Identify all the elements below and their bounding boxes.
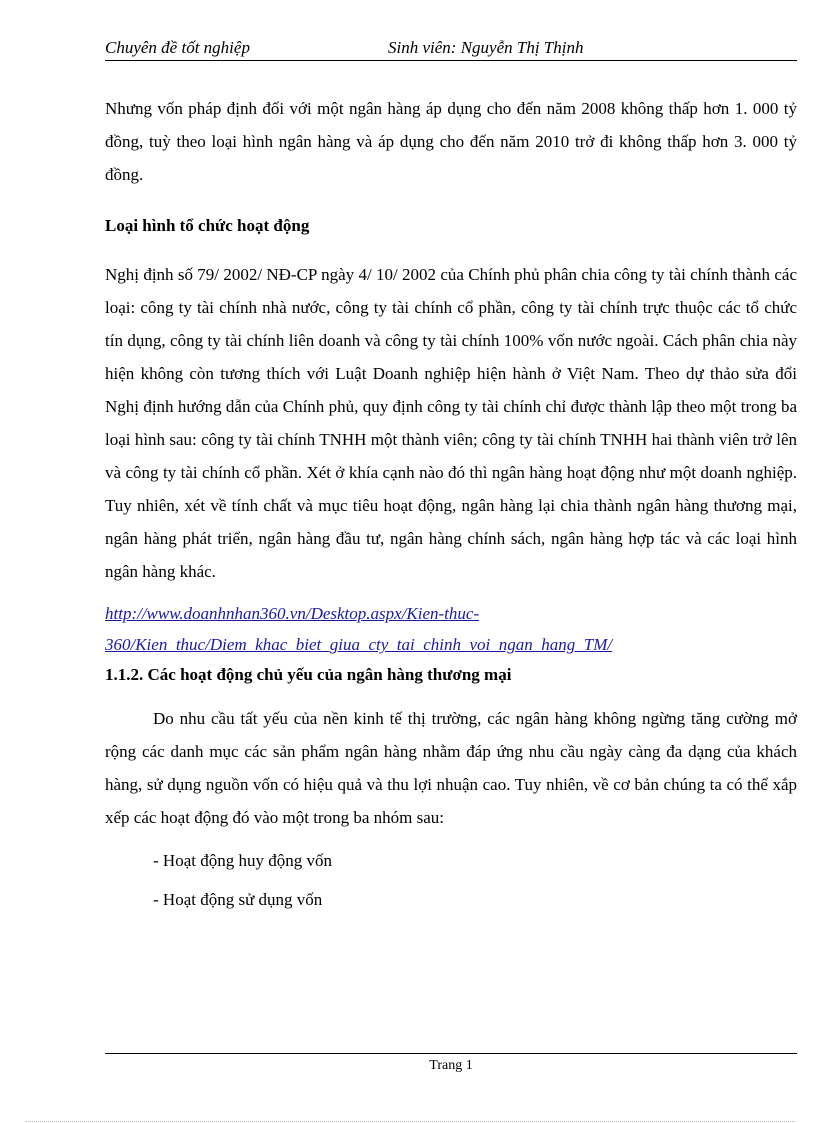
source-link-line-1[interactable]: http://www.doanhnhan360.vn/Desktop.aspx/Kien-thuc- [105, 604, 480, 623]
page-edge [25, 1121, 795, 1122]
source-link[interactable] [105, 598, 797, 660]
page-header [105, 38, 797, 61]
section-heading-organization-types: Loại hình tổ chức hoạt động [105, 216, 310, 235]
header-author: Sinh viên: Nguyễn Thị Thịnh [388, 38, 584, 57]
list-item: - Hoạt động huy động vốn [153, 851, 332, 870]
source-link-line-2[interactable]: 360/Kien_thuc/Diem_khac_biet_giua_cty_tai_chinh_voi_ngan_hang_TM/ [105, 635, 613, 654]
paragraph-main-activities: Do nhu cầu tất yếu của nền kinh tế thị trường, các ngân hàng không ngừng tăng cường mở rộng các danh mục các sản phẩm ngân hàng nhằm đáp ứng nhu cầu ngày càng đa dạng của khách hàng, sử dụng nguồn vốn có hiệu quả và thu lợi nhuận cao. Tuy nhiên, về cơ bản chúng ta có thể xắp xếp các hoạt động đó vào một trong ba nhóm sau: [105, 709, 797, 827]
page-number: Trang 1 [429, 1058, 473, 1073]
document-body [105, 92, 797, 922]
footer-divider [105, 1053, 797, 1054]
paragraph-capital: Nhưng vốn pháp định đối với một ngân hàng áp dụng cho đến năm 2008 không thấp hơn 1. 000 tỷ đồng, tuỳ theo loại hình ngân hàng và áp dụng cho đến năm 2010 trở đi không thấp hơn 3. 000 tỷ đồng. [105, 99, 797, 184]
list-item: - Hoạt động sử dụng vốn [153, 890, 323, 909]
paragraph-organization-types: Nghị định số 79/ 2002/ NĐ-CP ngày 4/ 10/ 2002 của Chính phủ phân chia công ty tài chính thành các loại: công ty tài chính nhà nước, công ty tài chính cổ phần, công ty tài chính trực thuộc các tổ chức tín dụng, công ty tài chính liên doanh và công ty tài chính 100% vốn nước ngoài. Cách phân chia này hiện không còn tương thích với Luật Doanh nghiệp hiện hành ở Việt Nam. Theo dự thảo sửa đổi Nghị định hướng dẫn của Chính phủ, quy định công ty tài chính chỉ được thành lập theo một trong ba loại hình sau: công ty tài chính TNHH một thành viên; công ty tài chính TNHH hai thành viên trở lên và công ty tài chính cổ phần. Xét ở khía cạnh nào đó thì ngân hàng hoạt động như một doanh nghiệp. Tuy nhiên, xét về tính chất và mục tiêu hoạt động, ngân hàng lại chia thành ngân hàng thương mại, ngân hàng phát triển, ngân hàng đầu tư, ngân hàng chính sách, ngân hàng hợp tác và các loại hình ngân hàng khác. [105, 265, 797, 581]
section-heading-main-activities: 1.1.2. Các hoạt động chủ yếu của ngân hàng thương mại [105, 665, 512, 684]
header-title: Chuyên đề tốt nghiệp [105, 38, 250, 57]
